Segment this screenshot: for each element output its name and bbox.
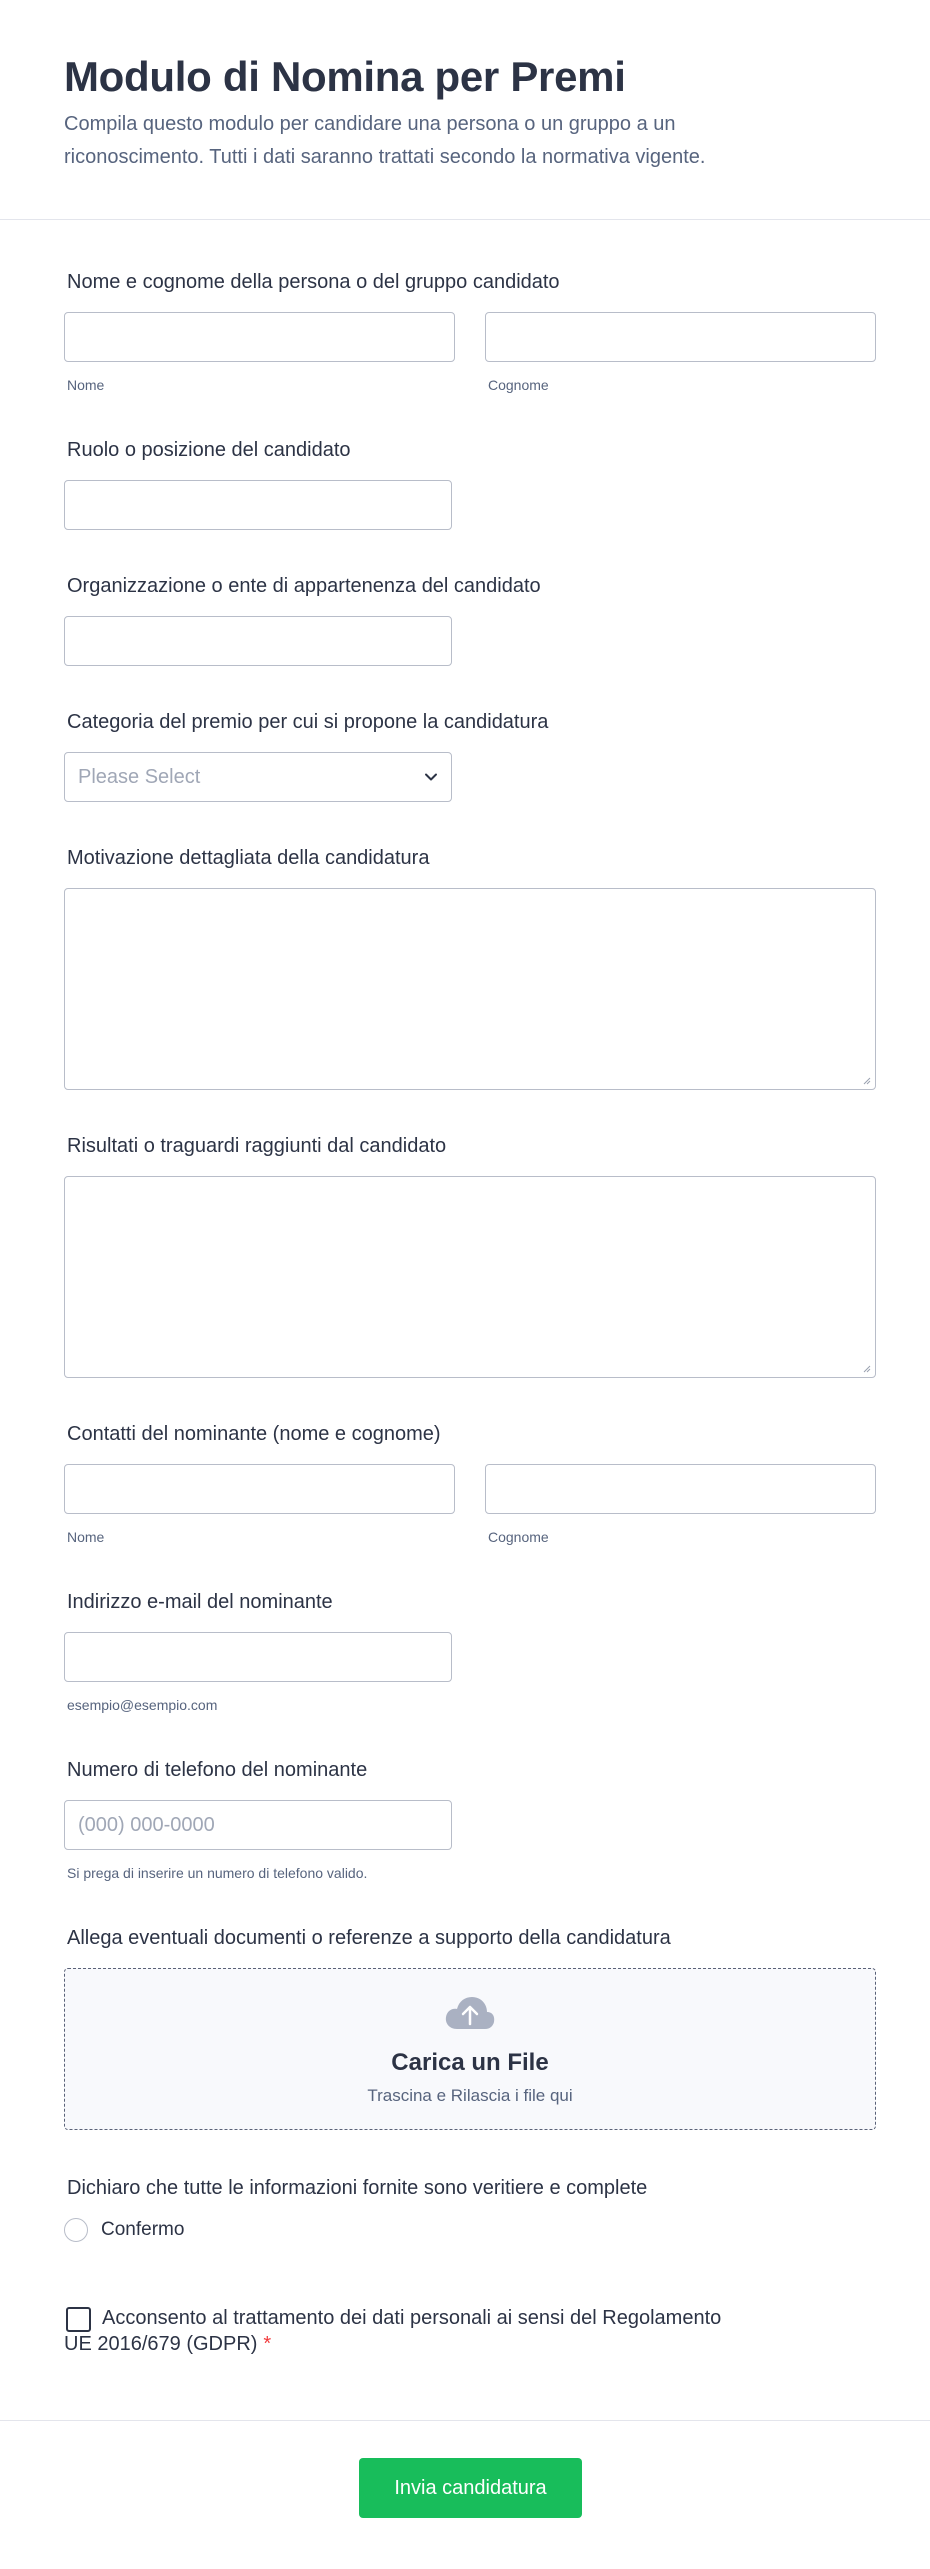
candidate-last-name-input[interactable] [485,312,876,362]
consent-text-line2 [64,2331,271,2357]
confirm-radio-label[interactable]: Confermo [101,2219,185,2240]
phone-placeholder: (000) 000-0000 [78,1814,215,1836]
consent-field [64,2305,874,2369]
phone-sublabel: Si prega di inserire un numero di telefono valido. [67,1865,368,1881]
upload-label: Allega eventuali documenti o referenze a supporto della candidatura [67,1927,671,1949]
motivation-textarea[interactable] [64,888,876,1090]
page-subtitle: Compila questo modulo per candidare una persona o un gruppo a un riconoscimento. Tutti i dati saranno trattati secondo la normativa vigente. [64,113,706,168]
upload-subtitle: Trascina e Rilascia i file qui [367,2086,573,2105]
email-field [64,1590,874,1720]
upload-title: Carica un File [391,2049,549,2076]
organization-label: Organizzazione o ente di appartenenza del candidato [67,575,541,597]
candidate-first-name-sublabel: Nome [67,377,105,393]
nominator-last-name-input[interactable] [485,1464,876,1514]
phone-input[interactable] [64,1800,452,1850]
nominator-first-name-sublabel: Nome [67,1529,105,1545]
resize-grip-icon[interactable] [861,1075,871,1085]
role-input[interactable] [64,480,452,530]
role-field [64,438,874,538]
nominator-name-field [64,1422,874,1552]
chevron-down-icon [423,769,439,785]
upload-dropzone[interactable] [64,1968,876,2130]
achievements-textarea[interactable] [64,1176,876,1378]
required-mark: * [263,2333,272,2355]
motivation-field [64,846,874,1096]
category-placeholder: Please Select [78,766,201,788]
candidate-name-field [64,270,874,400]
organization-input[interactable] [64,616,452,666]
role-label: Ruolo o posizione del candidato [67,439,351,461]
upload-field [64,1926,876,2136]
category-select[interactable] [64,752,452,802]
email-input[interactable] [64,1632,452,1682]
category-field [64,710,874,810]
nominator-first-name-input[interactable] [64,1464,455,1514]
motivation-label: Motivazione dettagliata della candidatura [67,847,430,869]
email-sublabel: esempio@esempio.com [67,1697,218,1713]
candidate-last-name-sublabel: Cognome [488,377,549,393]
consent-text-gdpr: UE 2016/679 (GDPR) [64,2333,258,2355]
achievements-field [64,1134,874,1384]
cloud-upload-icon [444,1995,496,2033]
confirm-radio[interactable] [64,2218,88,2242]
organization-field [64,574,874,674]
consent-checkbox[interactable] [66,2307,91,2332]
email-label: Indirizzo e-mail del nominante [67,1591,333,1613]
candidate-first-name-input[interactable] [64,312,455,362]
nominator-last-name-sublabel: Cognome [488,1529,549,1545]
footer-divider [0,2420,930,2421]
declaration-field [64,2176,874,2256]
consent-text-line1: Acconsento al trattamento dei dati personali ai sensi del Regolamento [102,2307,722,2329]
category-label: Categoria del premio per cui si propone la candidatura [67,711,549,733]
nominator-name-label: Contatti del nominante (nome e cognome) [67,1423,441,1445]
achievements-label: Risultati o traguardi raggiunti dal candidato [67,1135,447,1157]
resize-grip-icon[interactable] [861,1363,871,1373]
form-header [0,0,930,220]
candidate-name-label: Nome e cognome della persona o del gruppo candidato [67,271,560,293]
phone-field [64,1758,874,1888]
page-title: Modulo di Nomina per Premi [64,53,626,100]
submit-button[interactable]: Invia candidatura [359,2458,582,2518]
phone-label: Numero di telefono del nominante [67,1759,368,1781]
declaration-label: Dichiaro che tutte le informazioni fornite sono veritiere e complete [67,2177,648,2199]
